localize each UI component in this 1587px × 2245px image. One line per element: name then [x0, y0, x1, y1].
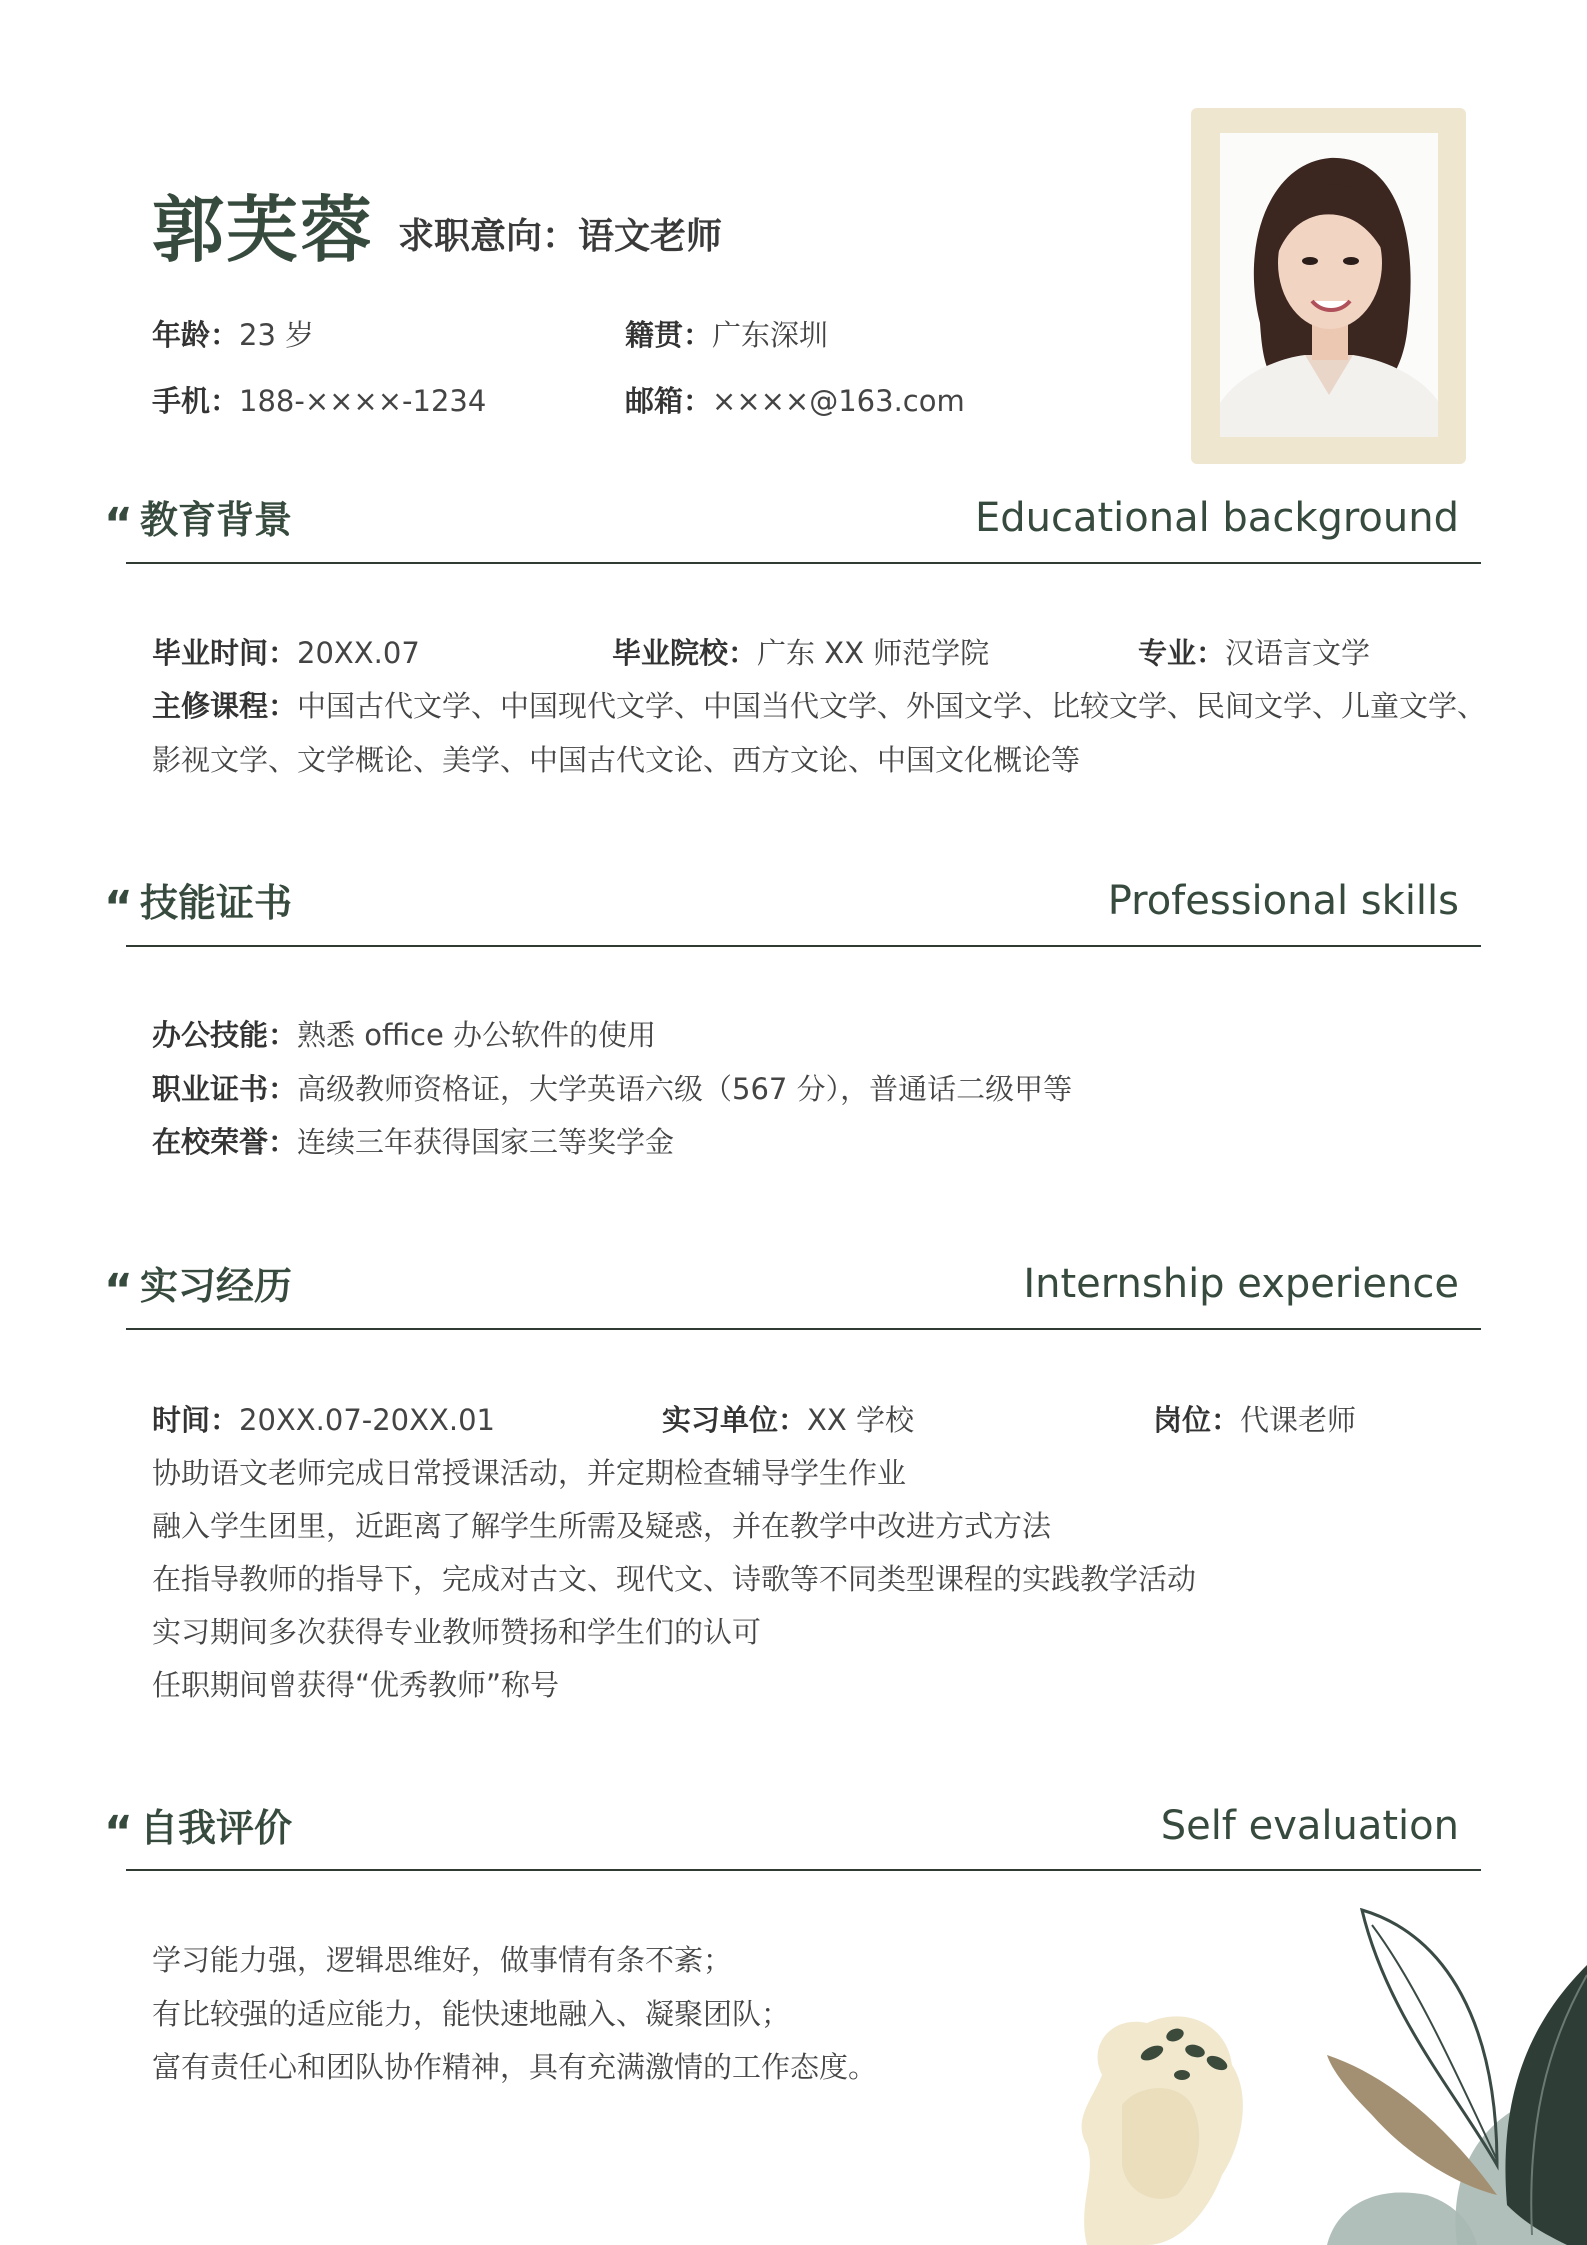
email-info — [625, 381, 965, 421]
section-title-education-en: Educational background — [974, 495, 1459, 541]
intern-time-label: 时间： — [152, 1403, 240, 1437]
section-title-education: 教育背景 — [140, 498, 293, 542]
skill-value: 高级教师资格证，大学英语六级（567 分），普通话二级甲等 — [297, 1072, 1073, 1106]
email-value: ××××@163.com — [712, 384, 965, 418]
origin-info — [625, 315, 828, 355]
section-title-internship: 实习经历 — [140, 1264, 293, 1308]
phone-value: 188-××××-1234 — [239, 384, 487, 418]
grad-time — [152, 633, 420, 673]
section-divider — [126, 562, 1481, 564]
email-label: 邮箱： — [625, 384, 713, 418]
skill-item — [152, 1069, 1072, 1109]
section-title-self: 自我评价 — [140, 1806, 293, 1850]
intern-unit-label: 实习单位： — [662, 1403, 808, 1437]
grad-time-value: 20XX.07 — [297, 636, 420, 670]
skill-label: 职业证书： — [152, 1072, 298, 1106]
self-eval-line: 学习能力强，逻辑思维好，做事情有条不紊； — [152, 1943, 733, 1977]
courses-line-1 — [152, 686, 1486, 726]
job-intent-value: 语文老师 — [578, 216, 723, 257]
section-title-skills-en: Professional skills — [1107, 878, 1459, 924]
phone-label: 手机： — [152, 384, 240, 418]
major — [1138, 633, 1370, 673]
age-value: 23 岁 — [239, 318, 315, 352]
intern-unit-value: XX 学校 — [807, 1403, 914, 1437]
job-intent-label: 求职意向： — [398, 216, 579, 257]
job-intent — [398, 212, 722, 262]
intern-time-value: 20XX.07-20XX.01 — [239, 1403, 495, 1437]
origin-label: 籍贯： — [625, 318, 713, 352]
skill-label: 在校荣誉： — [152, 1125, 298, 1159]
intern-post — [1153, 1400, 1356, 1440]
section-title-internship-en: Internship experience — [1023, 1261, 1459, 1307]
courses-value-1: 中国古代文学、中国现代文学、中国当代文学、外国文学、比较文学、民间文学、儿童文学、 — [297, 689, 1487, 723]
section-quote-mark: “ — [104, 499, 133, 550]
section-divider — [126, 1328, 1481, 1330]
skill-item — [152, 1122, 674, 1162]
grad-time-label: 毕业时间： — [152, 636, 298, 670]
courses-label: 主修课程： — [152, 689, 298, 723]
section-quote-mark: “ — [104, 1265, 133, 1316]
intern-time — [152, 1400, 495, 1440]
skill-value: 连续三年获得国家三等奖学金 — [297, 1125, 675, 1159]
intern-unit — [662, 1400, 914, 1440]
section-quote-mark: “ — [104, 1807, 133, 1858]
intern-post-label: 岗位： — [1153, 1403, 1241, 1437]
major-value: 汉语言文学 — [1225, 636, 1371, 670]
origin-value: 广东深圳 — [712, 318, 829, 352]
section-divider — [126, 1869, 1481, 1871]
section-title-self-en: Self evaluation — [1160, 1803, 1459, 1849]
skill-label: 办公技能： — [152, 1018, 298, 1052]
school — [612, 633, 989, 673]
school-value: 广东 XX 师范学院 — [757, 636, 990, 670]
profile-photo — [1220, 133, 1438, 437]
self-eval-line: 富有责任心和团队协作精神，具有充满激情的工作态度。 — [152, 2050, 878, 2084]
portrait-image — [1220, 133, 1438, 437]
intern-duty-line: 实习期间多次获得专业教师赞扬和学生们的认可 — [152, 1615, 762, 1649]
intern-duty-line: 协助语文老师完成日常授课活动，并定期检查辅导学生作业 — [152, 1456, 907, 1490]
candidate-name: 郭芙蓉 — [152, 188, 375, 272]
major-label: 专业： — [1138, 636, 1226, 670]
school-label: 毕业院校： — [612, 636, 758, 670]
phone-info — [152, 381, 486, 421]
section-quote-mark: “ — [104, 882, 133, 933]
intern-duty-line: 融入学生团里，近距离了解学生所需及疑惑，并在教学中改进方式方法 — [152, 1509, 1052, 1543]
botanical-decoration — [1027, 1905, 1587, 2245]
age-label: 年龄： — [152, 318, 240, 352]
skill-item — [152, 1015, 656, 1055]
intern-duty-line: 任职期间曾获得“优秀教师”称号 — [152, 1668, 560, 1702]
self-eval-line: 有比较强的适应能力，能快速地融入、凝聚团队； — [152, 1997, 791, 2031]
skill-value: 熟悉 office 办公软件的使用 — [297, 1018, 657, 1052]
courses-line-2: 影视文学、文学概论、美学、中国古代文论、西方文论、中国文化概论等 — [152, 743, 1081, 777]
section-title-skills: 技能证书 — [140, 881, 293, 925]
intern-duty-line: 在指导教师的指导下，完成对古文、现代文、诗歌等不同类型课程的实践教学活动 — [152, 1562, 1197, 1596]
section-divider — [126, 945, 1481, 947]
intern-post-value: 代课老师 — [1240, 1403, 1357, 1437]
age-info — [152, 315, 314, 355]
